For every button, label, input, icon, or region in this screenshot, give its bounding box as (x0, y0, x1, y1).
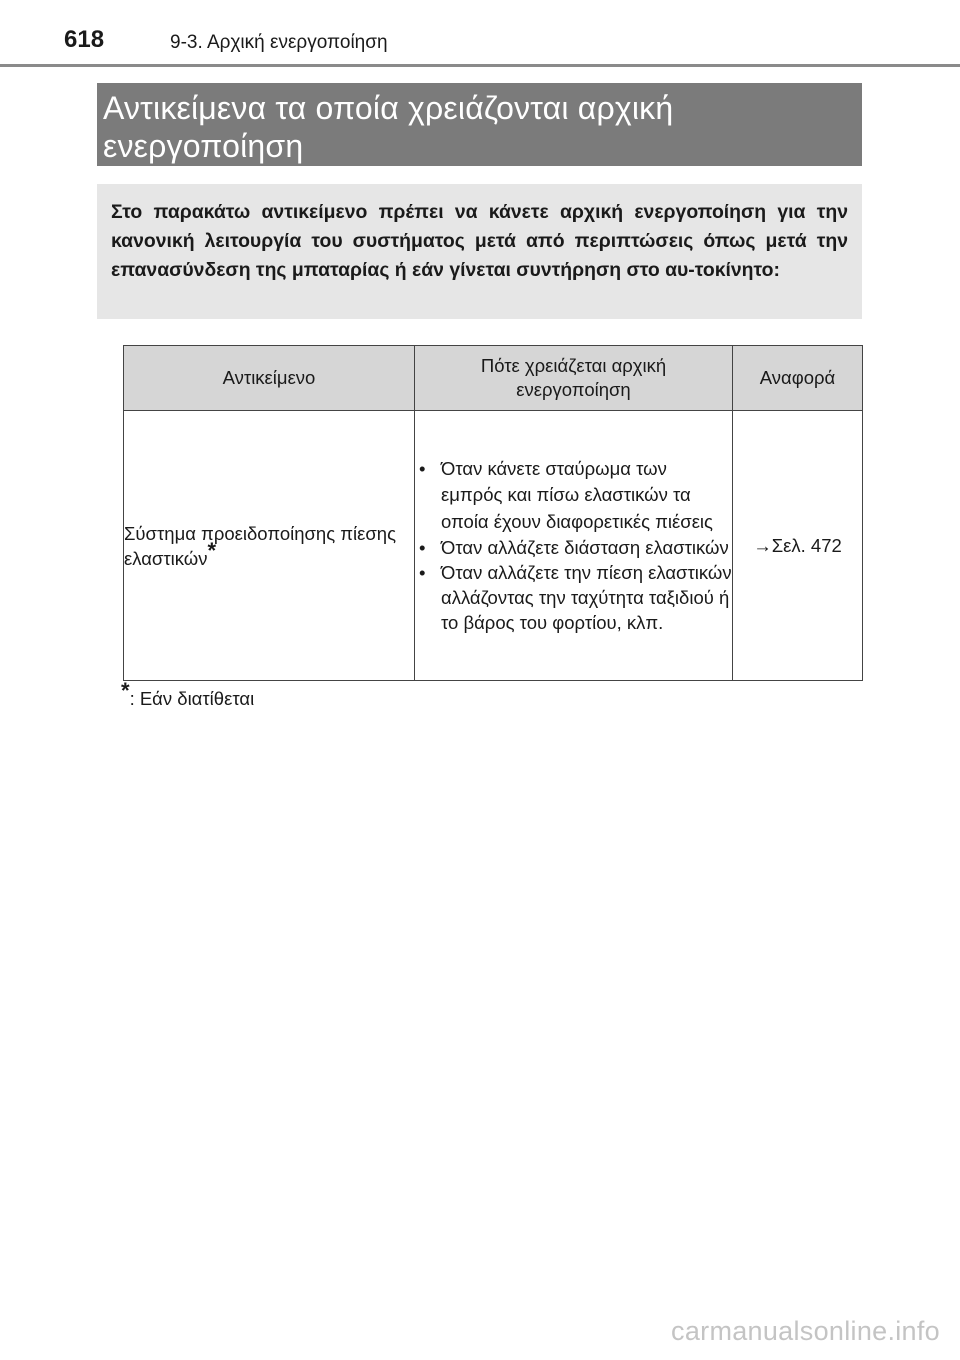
column-header-when: Πότε χρειάζεται αρχική ενεργοποίηση (415, 346, 733, 411)
page-reference-link[interactable]: →Σελ. 472 (753, 534, 842, 556)
list-item (415, 535, 732, 560)
intro-box (97, 184, 862, 319)
item-cell (124, 411, 415, 681)
header-divider (0, 64, 960, 67)
page-title: Αντικείμενα τα οποία χρειάζονται αρχική ενεργοποίηση (103, 90, 674, 164)
condition-text: Όταν κάνετε σταύρωμα των εμπρός και πίσω ελαστικών τα οποία έχουν διαφορετικές πιέσεις (441, 457, 713, 532)
bullet-icon: • (419, 457, 426, 479)
column-header-item: Αντικείμενο (124, 346, 415, 411)
item-name: Σύστημα προειδοποίησης πίεσης ελαστικών (124, 522, 397, 569)
intro-paragraph: Στο παρακάτω αντικείμενο πρέπει να κάνετε αρχική ενεργοποίηση για την κανονική λειτουργία του συστήματος μετά από περιπτώσεις όπως μετά την επανασύνδεση της μπαταρίας ή εάν γίνεται συντήρηση στο αυ-τοκίνητο: (111, 201, 848, 281)
section-label: 9-3. Αρχική ενεργοποίηση (170, 32, 388, 53)
list-item (415, 456, 732, 536)
footnote-mark: * (121, 677, 130, 703)
watermark: carmanualsonline.info (671, 1316, 940, 1346)
conditions-cell (415, 411, 733, 681)
footnote (121, 677, 255, 710)
item-footnote-mark: * (207, 537, 217, 563)
condition-text: Όταν αλλάζετε διάσταση ελαστικών (441, 537, 729, 559)
table-row (124, 411, 863, 681)
page-header (0, 0, 960, 68)
column-header-reference: Αναφορά (733, 346, 863, 411)
condition-text: Όταν αλλάζετε την πίεση ελαστικών αλλάζοντας την ταχύτητα ταξιδιού ή το βάρος του φορτίου, κλπ. (441, 562, 732, 634)
footnote-text: : Εάν διατίθεται (129, 688, 255, 709)
bullet-icon: • (419, 537, 426, 559)
conditions-list (415, 456, 732, 636)
list-item (415, 560, 732, 635)
bullet-icon: • (419, 562, 426, 584)
page-number: 618 (64, 26, 105, 53)
title-bar (97, 83, 862, 166)
table-header-row (124, 346, 863, 411)
reference-cell (733, 411, 863, 681)
initialization-table (123, 345, 863, 681)
